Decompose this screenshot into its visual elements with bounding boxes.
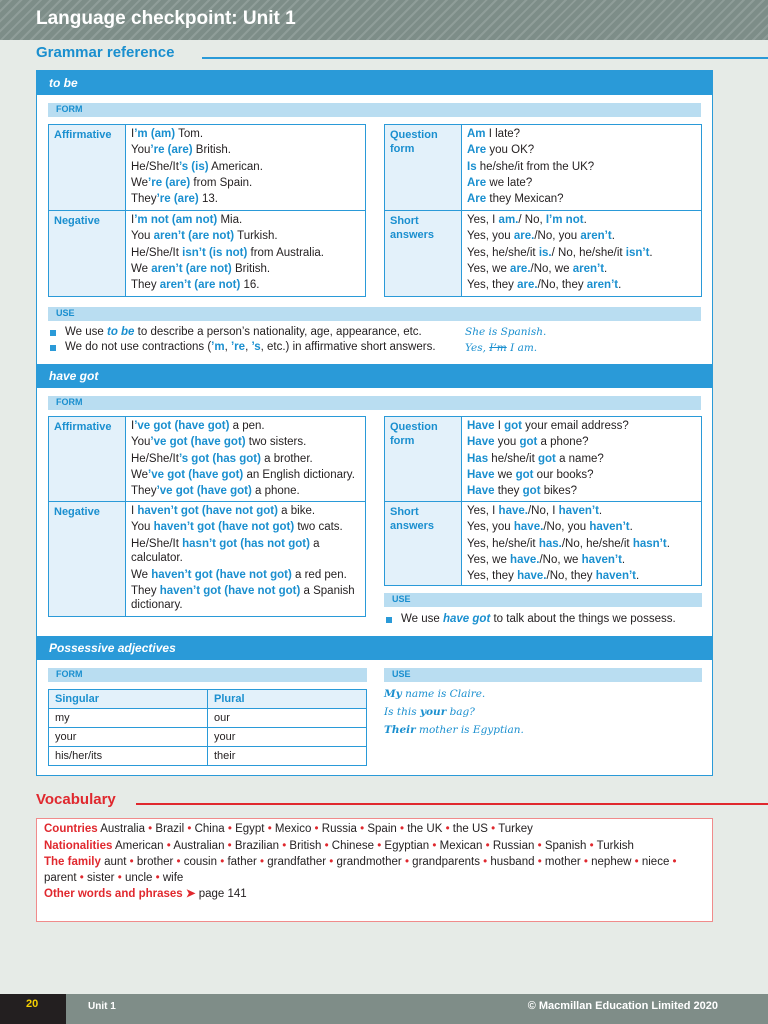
have-got-negative-lines (131, 502, 362, 614)
vocab-group-label: Countries (44, 823, 98, 835)
to-be-negative-label: Negative (49, 211, 126, 296)
to-be-short-row (385, 210, 701, 296)
example-line: You’re (are) British. (131, 144, 231, 157)
example-line: Yes, you have./No, you haven’t. (467, 521, 633, 534)
example-line: He/She/It hasn’t got (has not got) a calculator. (131, 537, 320, 565)
possessive-example-3: Their mother is Egyptian. (384, 724, 524, 736)
have-got-right-table (384, 416, 702, 586)
table-cell: our (208, 709, 367, 728)
have-got-band: have got (37, 364, 712, 388)
example-line: Yes, you are./No, you aren’t. (467, 230, 615, 243)
possessive-header-singular: Singular (49, 690, 208, 709)
vocab-word: Mexico (274, 823, 312, 835)
vocabulary-heading-rule (136, 803, 768, 805)
have-got-short-lines (467, 502, 698, 584)
example-line: Are they Mexican? (467, 193, 564, 206)
vocab-family: The family aunt • brother • cousin • father • grandfather • grandmother • grandparents • husband • mother • nephew • niece • parent • sister • uncle • wife (44, 856, 677, 884)
vocab-word: brother (136, 856, 174, 868)
example-line: Yes, I have./No, I haven’t. (467, 505, 603, 517)
to-be-affirmative-lines (131, 125, 362, 207)
vocab-word: niece (641, 856, 670, 868)
vocab-word: Egypt (235, 823, 265, 835)
example-line: Yes, I am./ No, I’m not. (467, 214, 587, 226)
grammar-panel (36, 70, 713, 776)
vocab-word: Egyptian (384, 839, 430, 852)
example-line: Yes, he/she/it has./No, he/she/it hasn’t. (467, 537, 670, 550)
to-be-affirmative-label: Affirmative (49, 125, 126, 210)
vocabulary-heading: Vocabulary (36, 791, 116, 808)
have-got-short-row (385, 501, 701, 585)
example-line: He/She/It’s (is) American. (131, 160, 263, 173)
table-cell: my (49, 709, 208, 728)
vocab-word: Russian (492, 839, 535, 852)
have-got-form-bar: FORM (48, 396, 701, 410)
to-be-negative-lines (131, 211, 362, 293)
to-be-question-label: Question form (385, 125, 462, 210)
vocab-word: Mexican (439, 839, 483, 852)
table-row (49, 728, 367, 747)
to-be-short-lines (467, 211, 698, 293)
vocab-word: Spanish (544, 839, 587, 852)
grammar-heading: Grammar reference (36, 44, 175, 61)
page-title: Language checkpoint: Unit 1 (36, 8, 296, 29)
vocab-word: American (114, 839, 164, 852)
page-number: 20 (0, 994, 66, 1024)
have-got-use-list (384, 612, 676, 627)
example-line: Yes, he/she/it is./ No, he/she/it isn’t. (467, 246, 653, 259)
vocab-page-ref: page 141 (198, 888, 247, 900)
table-cell: your (208, 728, 367, 747)
example-line: Have we got our books? (467, 468, 594, 481)
possessive-example-2: Is this your bag? (384, 706, 475, 718)
to-be-right-table (384, 124, 702, 297)
have-got-negative-label: Negative (49, 502, 126, 616)
vocab-word: Spain (367, 823, 397, 835)
example-line: Yes, we have./No, we haven’t. (467, 553, 626, 566)
table-row (49, 709, 367, 728)
to-be-negative-row (49, 210, 365, 296)
example-line: We haven’t got (have not got) a red pen. (131, 568, 347, 581)
vocab-other-label: Other words and phrases (44, 888, 183, 900)
example-line: We’ve got (have got) an English dictionary. (131, 468, 355, 481)
footer-unit: Unit 1 (88, 1001, 116, 1012)
have-got-question-row (385, 417, 701, 501)
vocab-word: grandparents (412, 856, 480, 868)
example-line: Yes, they are./No, they aren’t. (467, 279, 622, 292)
grammar-heading-rule (202, 57, 768, 59)
vocab-countries: Countries Australia • Brazil • China • Egypt • Mexico • Russia • Spain • the UK • the US • Turkey (44, 823, 533, 835)
arrow-right-icon: ➤ (185, 888, 196, 900)
table-cell: his/her/its (49, 747, 208, 766)
table-cell: their (208, 747, 367, 766)
possessive-form-bar: FORM (48, 668, 367, 682)
vocab-word: nephew (591, 856, 632, 868)
example-line: They aren’t (are not) 16. (131, 279, 260, 292)
possessive-header-plural: Plural (208, 690, 367, 709)
example-line: Yes, we are./No, we aren’t. (467, 262, 608, 275)
example-line: Yes, they have./No, they haven’t. (467, 570, 640, 583)
vocab-word: aunt (104, 856, 127, 868)
vocab-word: British (289, 839, 322, 852)
vocab-word: the US (452, 823, 488, 835)
have-got-left-table (48, 416, 366, 617)
example-line: I’m (am) Tom. (131, 128, 204, 140)
table-row (49, 747, 367, 766)
possessive-use-bar: USE (384, 668, 702, 682)
vocab-word: Russia (321, 823, 357, 835)
have-got-question-lines (467, 417, 698, 499)
use-item: We use to be to describe a person’s nationality, age, appearance, etc. (48, 325, 436, 340)
vocab-other-words (44, 887, 705, 903)
example-line: We aren’t (are not) British. (131, 262, 271, 275)
vocab-word: grandfather (267, 856, 327, 868)
have-got-affirmative-lines (131, 417, 362, 499)
example-line: They haven’t got (have not got) a Spanish dictionary. (131, 584, 355, 612)
example-line: You aren’t (are not) Turkish. (131, 230, 278, 243)
vocab-word: husband (490, 856, 535, 868)
to-be-form-bar: FORM (48, 103, 701, 117)
vocab-word: Brazilian (234, 839, 279, 852)
use-item: We do not use contractions (’m, ’re, ’s, etc.) in affirmative short answers. (48, 340, 436, 355)
example-line: They’re (are) 13. (131, 193, 218, 206)
example-line: Are you OK? (467, 144, 535, 157)
example-line: Are we late? (467, 176, 533, 189)
to-be-short-label: Short answers (385, 211, 462, 296)
example-line: Have they got bikes? (467, 485, 577, 498)
to-be-affirmative-row (49, 125, 365, 210)
have-got-affirmative-label: Affirmative (49, 417, 126, 501)
vocab-group-label: The family (44, 856, 101, 868)
possessive-example-1: My name is Claire. (384, 688, 486, 700)
vocab-word: Turkish (596, 839, 634, 852)
vocabulary-box (36, 818, 713, 922)
have-got-use-bar: USE (384, 593, 702, 607)
have-got-short-label: Short answers (385, 502, 462, 585)
vocab-group-label: Nationalities (44, 839, 113, 852)
table-cell: your (49, 728, 208, 747)
possessive-band: Possessive adjectives (37, 636, 712, 660)
example-line: I’ve got (have got) a pen. (131, 420, 265, 432)
have-got-affirmative-row (49, 417, 365, 501)
use-item: We use have got to talk about the things we possess. (384, 612, 676, 627)
to-be-question-row (385, 125, 701, 210)
vocab-word: Australian (173, 839, 225, 852)
to-be-left-table (48, 124, 366, 297)
vocab-word: parent (44, 871, 77, 884)
to-be-use-bar: USE (48, 307, 701, 321)
have-got-negative-row (49, 501, 365, 616)
vocab-nationalities: Nationalities American • Australian • Brazilian • British • Chinese • Egyptian • Mexican • Russian • Spanish • Turkish (44, 839, 634, 852)
vocab-word: father (227, 856, 257, 868)
example-line: He/She/It’s got (has got) a brother. (131, 452, 313, 465)
footer-copyright: © Macmillan Education Limited 2020 (527, 1000, 718, 1012)
vocab-word: the UK (407, 823, 443, 835)
to-be-question-lines (467, 125, 698, 207)
example-line: Am I late? (467, 128, 521, 140)
vocab-word: grandmother (336, 856, 402, 868)
have-got-question-label: Question form (385, 417, 462, 501)
to-be-example-1: She is Spanish. (465, 326, 547, 338)
vocab-word: mother (544, 856, 581, 868)
vocab-word: Turkey (498, 823, 533, 835)
page-footer (0, 994, 768, 1024)
to-be-use-list (48, 325, 436, 355)
example-line: Is he/she/it from the UK? (467, 160, 595, 173)
vocab-word: uncle (124, 871, 153, 884)
vocab-word: China (194, 823, 225, 835)
example-line: Has he/she/it got a name? (467, 452, 604, 465)
example-line: I haven’t got (have not got) a bike. (131, 505, 316, 517)
example-line: We’re (are) from Spain. (131, 176, 253, 189)
vocab-word: wife (162, 871, 184, 884)
vocab-word: Australia (100, 823, 145, 835)
vocab-word: cousin (183, 856, 218, 868)
to-be-example-2: Yes, I’m I am. (465, 342, 538, 354)
example-line: They’ve got (have got) a phone. (131, 485, 300, 498)
example-line: You’ve got (have got) two sisters. (131, 436, 307, 449)
example-line: I’m not (am not) Mia. (131, 214, 243, 226)
example-line: You haven’t got (have not got) two cats. (131, 521, 343, 534)
possessive-header-row (49, 690, 367, 709)
possessive-table (48, 689, 367, 766)
example-line: He/She/It isn’t (is not) from Australia. (131, 246, 325, 259)
vocab-word: Chinese (331, 839, 374, 852)
example-line: Have I got your email address? (467, 420, 629, 432)
example-line: Have you got a phone? (467, 436, 589, 449)
vocab-word: sister (87, 871, 115, 884)
vocab-word: Brazil (155, 823, 185, 835)
to-be-band: to be (37, 71, 712, 95)
